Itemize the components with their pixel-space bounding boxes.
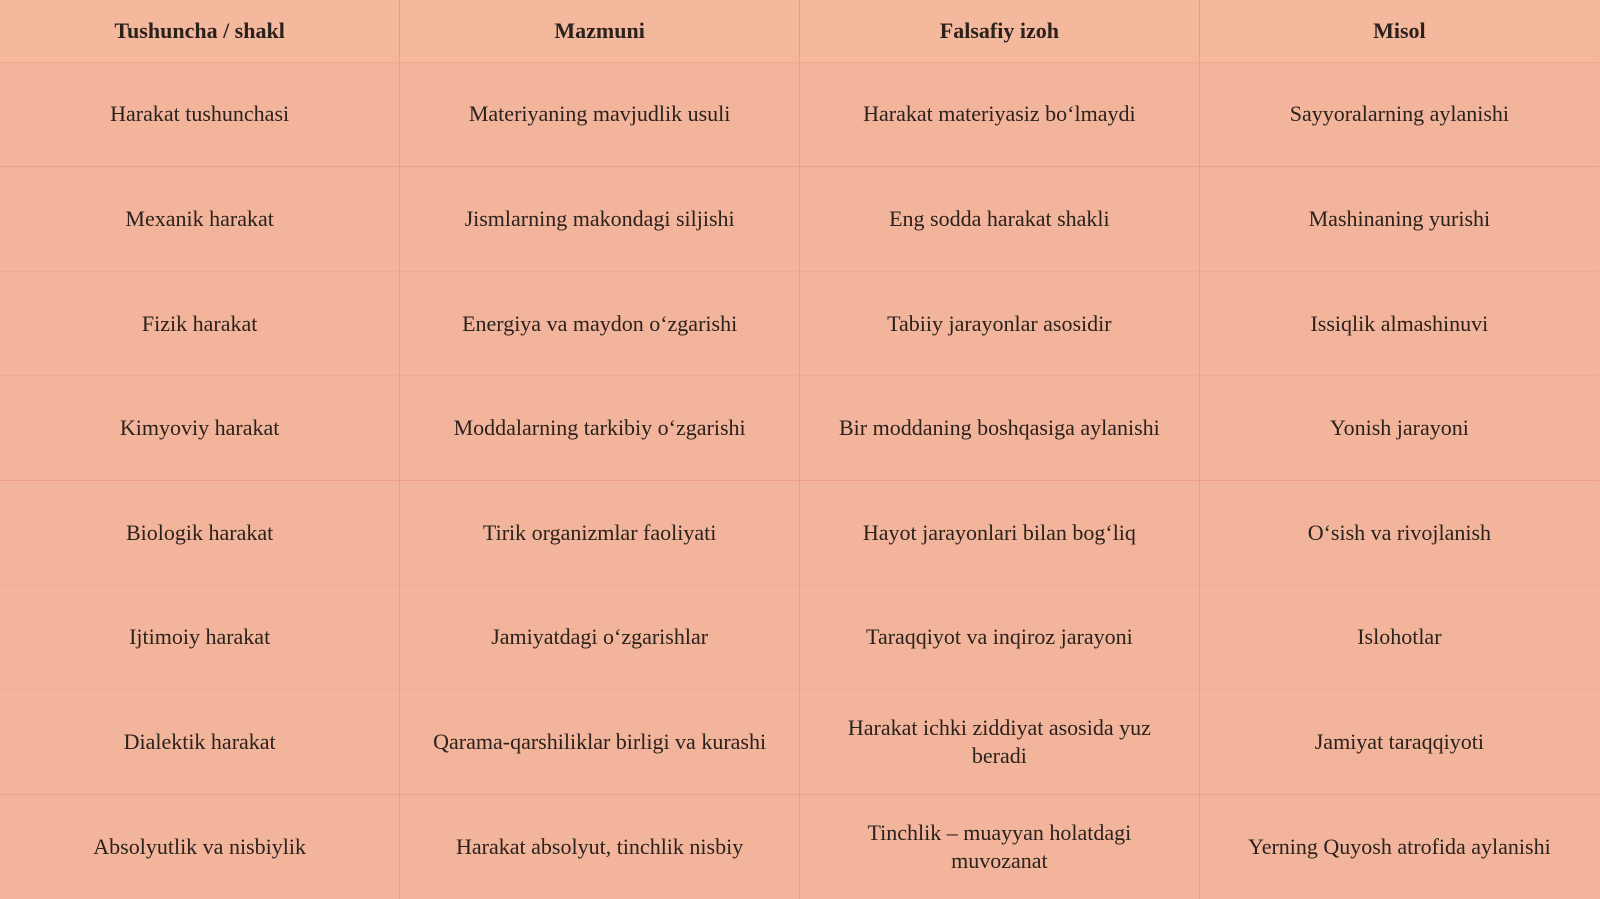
table-cell: Tinchlik – muayyan holatdagi muvozanat bbox=[800, 794, 1200, 899]
table-cell: Fizik harakat bbox=[0, 271, 400, 376]
table-cell: Tirik organizmlar faoliyati bbox=[400, 481, 800, 586]
table-row bbox=[0, 167, 1599, 272]
table-cell: Hayot jarayonlari bilan bog‘liq bbox=[800, 481, 1200, 586]
table-cell: Issiqlik almashinuvi bbox=[1199, 271, 1599, 376]
table-cell: Ijtimoiy harakat bbox=[0, 585, 400, 690]
table-cell: Absolyutlik va nisbiylik bbox=[0, 794, 400, 899]
table-cell: Jamiyat taraqqiyoti bbox=[1199, 690, 1599, 795]
header-philosophical-note: Falsafiy izoh bbox=[800, 0, 1200, 62]
table-cell: Harakat absolyut, tinchlik nisbiy bbox=[400, 794, 800, 899]
table-row bbox=[0, 481, 1599, 586]
table-cell: Dialektik harakat bbox=[0, 690, 400, 795]
table-cell: Harakat materiyasiz bo‘lmaydi bbox=[800, 62, 1200, 167]
table-header-row bbox=[0, 0, 1599, 62]
table-row bbox=[0, 62, 1599, 167]
header-concept: Tushuncha / shakl bbox=[0, 0, 400, 62]
table-cell: Jamiyatdagi o‘zgarishlar bbox=[400, 585, 800, 690]
table-cell: Mashinaning yurishi bbox=[1199, 167, 1599, 272]
table-row bbox=[0, 585, 1599, 690]
header-example: Misol bbox=[1199, 0, 1599, 62]
table-cell: Harakat ichki ziddiyat asosida yuz beradi bbox=[800, 690, 1200, 795]
table-cell: Tabiiy jarayonlar asosidir bbox=[800, 271, 1200, 376]
table-cell: Jismlarning makondagi siljishi bbox=[400, 167, 800, 272]
table-cell: Islohotlar bbox=[1199, 585, 1599, 690]
table-cell: Bir moddaning boshqasiga aylanishi bbox=[800, 376, 1200, 481]
table-cell: Energiya va maydon o‘zgarishi bbox=[400, 271, 800, 376]
table-row bbox=[0, 794, 1599, 899]
table-cell: Harakat tushunchasi bbox=[0, 62, 400, 167]
header-content: Mazmuni bbox=[400, 0, 800, 62]
table-cell: Sayyoralarning aylanishi bbox=[1199, 62, 1599, 167]
table-cell: Biologik harakat bbox=[0, 481, 400, 586]
table-cell: Eng sodda harakat shakli bbox=[800, 167, 1200, 272]
table-cell: Mexanik harakat bbox=[0, 167, 400, 272]
table-cell: Materiyaning mavjudlik usuli bbox=[400, 62, 800, 167]
table-row bbox=[0, 376, 1599, 481]
table-row bbox=[0, 271, 1599, 376]
table-cell: Moddalarning tarkibiy o‘zgarishi bbox=[400, 376, 800, 481]
table-cell: Kimyoviy harakat bbox=[0, 376, 400, 481]
table-cell: Qarama-qarshiliklar birligi va kurashi bbox=[400, 690, 800, 795]
table-cell: Yonish jarayoni bbox=[1199, 376, 1599, 481]
table-cell: O‘sish va rivojlanish bbox=[1199, 481, 1599, 586]
table-row bbox=[0, 690, 1599, 795]
table-cell: Yerning Quyosh atrofida aylanishi bbox=[1199, 794, 1599, 899]
table-cell: Taraqqiyot va inqiroz jarayoni bbox=[800, 585, 1200, 690]
